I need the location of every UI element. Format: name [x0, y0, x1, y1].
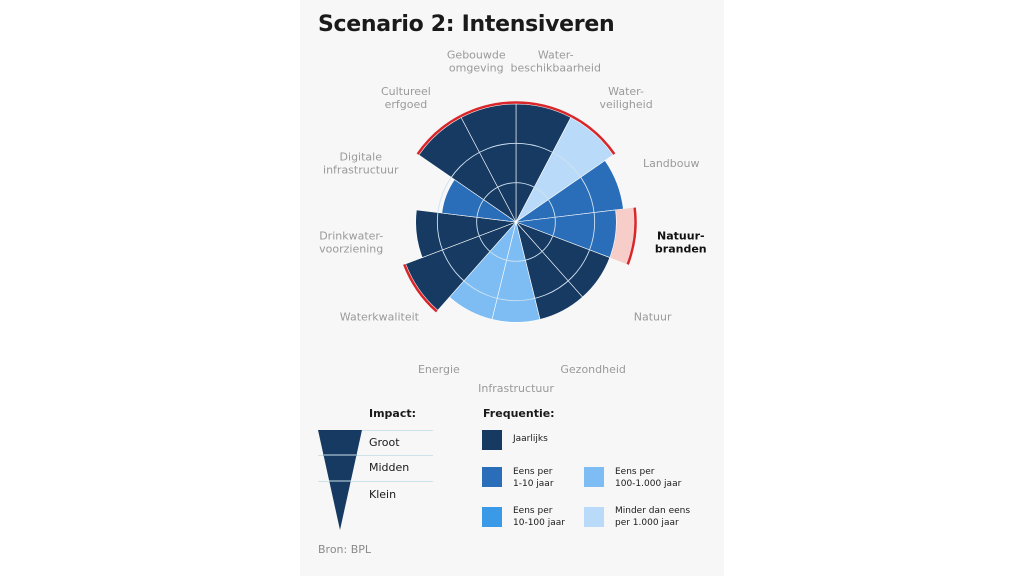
frequency-legend-title: Frequentie: [483, 407, 555, 420]
freq-label-1-10: Eens per 1-10 jaar [513, 467, 554, 489]
category-label-5: Gezondheid [560, 362, 626, 376]
category-label-2: Landbouw [642, 157, 700, 171]
impact-wedge-icon [316, 430, 364, 532]
swatch-10-100 [482, 507, 502, 527]
category-label-7: Energie [417, 362, 460, 376]
category-label-0: Water-beschikbaarheid [510, 48, 601, 75]
category-label-11: Cultureel erfgoed [380, 85, 431, 112]
category-label-12: Gebouwde omgeving [446, 48, 506, 75]
impact-klein-label: Klein [369, 488, 397, 501]
impact-groot-label: Groot [369, 436, 400, 449]
freq-label-gt-1000: Minder dan eens per 1.000 jaar [615, 506, 691, 528]
source-note: Bron: BPL [318, 543, 372, 556]
freq-label-10-100: Eens per 10-100 jaar [513, 506, 565, 528]
swatch-gt-1000 [584, 507, 604, 527]
category-label-1: Water-veiligheid [599, 85, 653, 112]
category-label-6: Infrastructuur [478, 382, 554, 395]
impact-midden-label: Midden [369, 461, 410, 474]
freq-label-jaarlijks: Jaarlijks [513, 434, 548, 444]
swatch-100-1000 [584, 467, 604, 487]
freq-label-100-1000: Eens per 100-1.000 jaar [615, 467, 682, 489]
category-label-8: Waterkwaliteit [339, 310, 419, 324]
swatch-1-10 [482, 467, 502, 487]
category-label-3: Natuur-branden [654, 229, 707, 256]
impact-legend-title: Impact: [369, 407, 417, 420]
swatch-jaarlijks [482, 430, 502, 450]
category-label-9: Drinkwater-voorziening [319, 229, 384, 256]
category-label-4: Natuur [633, 310, 672, 324]
page-title: Scenario 2: Intensiveren [318, 12, 615, 37]
category-label-10: Digitale infrastructuur [323, 150, 399, 177]
